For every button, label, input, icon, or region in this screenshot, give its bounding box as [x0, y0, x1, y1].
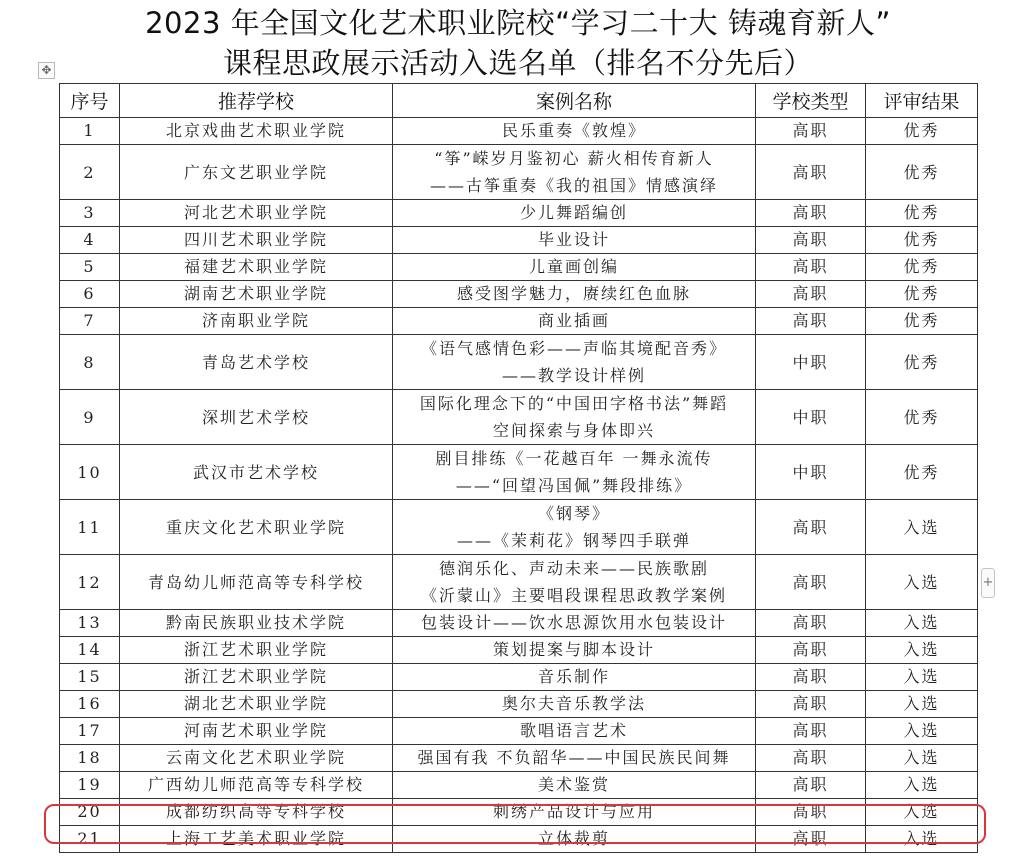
- case-line: 《钢琴》: [537, 504, 610, 523]
- table-row: [60, 118, 978, 145]
- cell-no: 5: [60, 254, 120, 281]
- cell-type: 中职: [756, 335, 866, 390]
- case-line: 强国有我 不负韶华——中国民族民间舞: [417, 748, 731, 767]
- cell-no: 18: [60, 745, 120, 772]
- case-line: 音乐制作: [537, 667, 610, 686]
- table-row: [60, 555, 978, 610]
- cell-type: 高职: [756, 200, 866, 227]
- table-row: [60, 445, 978, 500]
- cell-type: 高职: [756, 664, 866, 691]
- case-line: 剧目排练《一花越百年 一舞永流传: [435, 449, 713, 468]
- cell-type: 高职: [756, 227, 866, 254]
- document-title-line2: 课程思政展示活动入选名单（排名不分先后）: [222, 46, 813, 80]
- cell-school: 青岛幼儿师范高等专科学校: [120, 555, 393, 610]
- cell-school: 四川艺术职业学院: [120, 227, 393, 254]
- cell-type: 高职: [756, 610, 866, 637]
- cell-no: 21: [60, 826, 120, 853]
- cell-type: 中职: [756, 390, 866, 445]
- cell-result: 入选: [866, 664, 978, 691]
- cell-no: 10: [60, 445, 120, 500]
- case-line: 美术鉴赏: [537, 775, 610, 794]
- case-line: 民乐重奏《敦煌》: [501, 121, 646, 140]
- cell-school: 浙江艺术职业学院: [120, 664, 393, 691]
- table-row: [60, 145, 978, 200]
- cell-case: [393, 664, 756, 691]
- table-row: [60, 664, 978, 691]
- cell-result: 入选: [866, 772, 978, 799]
- case-line: 《沂蒙山》主要唱段课程思政教学案例: [420, 586, 727, 605]
- case-line: “筝”嵘岁月鉴初心 薪火相传育新人: [434, 149, 714, 168]
- cell-no: 1: [60, 118, 120, 145]
- cell-case: [393, 308, 756, 335]
- cell-result: 入选: [866, 555, 978, 610]
- table-row: [60, 826, 978, 853]
- case-line: 感受图学魅力，赓续红色血脉: [456, 284, 691, 303]
- cell-school: 成都纺织高等专科学校: [120, 799, 393, 826]
- cell-type: 高职: [756, 799, 866, 826]
- cell-type: 高职: [756, 826, 866, 853]
- header-no: 序号: [60, 84, 120, 118]
- cell-no: 4: [60, 227, 120, 254]
- cell-school: 福建艺术职业学院: [120, 254, 393, 281]
- case-line: 德润乐化、声动未来——民族歌剧: [438, 559, 709, 578]
- cell-school: 上海工艺美术职业学院: [120, 826, 393, 853]
- table-row: [60, 799, 978, 826]
- cell-school: 云南文化艺术职业学院: [120, 745, 393, 772]
- cell-school: 黔南民族职业技术学院: [120, 610, 393, 637]
- cell-school: 北京戏曲艺术职业学院: [120, 118, 393, 145]
- cell-no: 13: [60, 610, 120, 637]
- document-title-line1: 2023 年全国文化艺术职业院校“学习二十大 铸魂育新人”: [145, 6, 891, 40]
- cell-no: 20: [60, 799, 120, 826]
- table-row: [60, 610, 978, 637]
- table-row: [60, 254, 978, 281]
- table-row: [60, 200, 978, 227]
- cell-case: [393, 445, 756, 500]
- cell-case: [393, 772, 756, 799]
- cell-no: 19: [60, 772, 120, 799]
- cell-case: [393, 718, 756, 745]
- cell-type: 高职: [756, 691, 866, 718]
- cell-no: 9: [60, 390, 120, 445]
- cell-no: 6: [60, 281, 120, 308]
- cell-type: 高职: [756, 637, 866, 664]
- cell-school: 深圳艺术学校: [120, 390, 393, 445]
- cell-type: 高职: [756, 145, 866, 200]
- cell-result: 优秀: [866, 145, 978, 200]
- cell-type: 高职: [756, 308, 866, 335]
- cell-case: [393, 799, 756, 826]
- header-case: 案例名称: [393, 84, 756, 118]
- cell-no: 8: [60, 335, 120, 390]
- cell-case: [393, 745, 756, 772]
- cell-school: 河南艺术职业学院: [120, 718, 393, 745]
- move-cross-icon[interactable]: ✥: [38, 62, 55, 79]
- table-row: [60, 718, 978, 745]
- case-line: 刺绣产品设计与应用: [492, 802, 655, 821]
- cell-result: 入选: [866, 500, 978, 555]
- case-line: 立体裁剪: [537, 829, 610, 848]
- case-line: ——教学设计样例: [501, 366, 646, 385]
- cell-type: 高职: [756, 500, 866, 555]
- cell-result: 优秀: [866, 227, 978, 254]
- cell-type: 高职: [756, 118, 866, 145]
- header-type: 学校类型: [756, 84, 866, 118]
- case-line: 策划提案与脚本设计: [492, 640, 655, 659]
- cell-case: [393, 500, 756, 555]
- cell-type: 高职: [756, 281, 866, 308]
- cell-school: 河北艺术职业学院: [120, 200, 393, 227]
- cell-result: 优秀: [866, 308, 978, 335]
- cell-case: [393, 691, 756, 718]
- table-row: [60, 227, 978, 254]
- table-header-row: [60, 84, 978, 118]
- case-line: 少儿舞蹈编创: [519, 203, 628, 222]
- cell-case: [393, 200, 756, 227]
- header-result: 评审结果: [866, 84, 978, 118]
- cell-school: 广东文艺职业学院: [120, 145, 393, 200]
- cell-no: 14: [60, 637, 120, 664]
- cell-case: [393, 145, 756, 200]
- case-line: 儿童画创编: [528, 257, 619, 276]
- cell-result: 优秀: [866, 390, 978, 445]
- case-line: 商业插画: [537, 311, 610, 330]
- cell-school: 青岛艺术学校: [120, 335, 393, 390]
- case-line: ——《茉莉花》钢琴四手联弹: [456, 531, 691, 550]
- case-line: 歌唱语言艺术: [519, 721, 628, 740]
- case-line: 国际化理念下的“中国田字格书法”舞蹈: [419, 394, 729, 413]
- cell-school: 湖北艺术职业学院: [120, 691, 393, 718]
- cell-case: [393, 118, 756, 145]
- cell-result: 优秀: [866, 335, 978, 390]
- cell-result: 入选: [866, 745, 978, 772]
- cell-result: 优秀: [866, 254, 978, 281]
- cell-result: 优秀: [866, 445, 978, 500]
- table-row: [60, 335, 978, 390]
- cell-no: 7: [60, 308, 120, 335]
- cell-type: 高职: [756, 254, 866, 281]
- table-body: [60, 118, 978, 853]
- cell-case: [393, 826, 756, 853]
- case-line: 空间探索与身体即兴: [492, 421, 655, 440]
- table-row: [60, 308, 978, 335]
- table-row: [60, 390, 978, 445]
- cell-type: 中职: [756, 445, 866, 500]
- cell-school: 济南职业学院: [120, 308, 393, 335]
- table-row: [60, 637, 978, 664]
- case-line: ——古筝重奏《我的祖国》情感演绎: [429, 176, 718, 195]
- cell-case: [393, 335, 756, 390]
- case-line: 毕业设计: [537, 230, 610, 249]
- cell-school: 重庆文化艺术职业学院: [120, 500, 393, 555]
- cell-result: 入选: [866, 718, 978, 745]
- cell-no: 15: [60, 664, 120, 691]
- plus-icon[interactable]: +: [981, 568, 995, 598]
- header-school: 推荐学校: [120, 84, 393, 118]
- cell-no: 17: [60, 718, 120, 745]
- selection-list-table: [59, 83, 978, 853]
- table-row: [60, 745, 978, 772]
- cell-case: [393, 390, 756, 445]
- cell-type: 高职: [756, 745, 866, 772]
- cell-result: 入选: [866, 691, 978, 718]
- cell-result: 优秀: [866, 281, 978, 308]
- cell-type: 高职: [756, 718, 866, 745]
- cell-result: 入选: [866, 826, 978, 853]
- cell-result: 入选: [866, 799, 978, 826]
- cell-no: 11: [60, 500, 120, 555]
- case-line: 奥尔夫音乐教学法: [501, 694, 646, 713]
- table-row: [60, 772, 978, 799]
- table-row: [60, 281, 978, 308]
- cell-result: 入选: [866, 610, 978, 637]
- cell-no: 3: [60, 200, 120, 227]
- cell-no: 12: [60, 555, 120, 610]
- case-line: 《语气感情色彩——声临其境配音秀》: [420, 339, 727, 358]
- table-row: [60, 500, 978, 555]
- cell-school: 湖南艺术职业学院: [120, 281, 393, 308]
- cell-case: [393, 281, 756, 308]
- cell-case: [393, 227, 756, 254]
- cell-case: [393, 637, 756, 664]
- cell-result: 优秀: [866, 118, 978, 145]
- cell-type: 高职: [756, 555, 866, 610]
- cell-school: 广西幼儿师范高等专科学校: [120, 772, 393, 799]
- cell-case: [393, 555, 756, 610]
- case-line: 包装设计——饮水思源饮用水包装设计: [420, 613, 727, 632]
- cell-result: 入选: [866, 637, 978, 664]
- cell-school: 浙江艺术职业学院: [120, 637, 393, 664]
- cell-type: 高职: [756, 772, 866, 799]
- cell-case: [393, 610, 756, 637]
- case-line: ——“回望冯国佩”舞段排练》: [455, 476, 693, 495]
- cell-no: 2: [60, 145, 120, 200]
- cell-case: [393, 254, 756, 281]
- cell-no: 16: [60, 691, 120, 718]
- cell-school: 武汉市艺术学校: [120, 445, 393, 500]
- cell-result: 优秀: [866, 200, 978, 227]
- table-row: [60, 691, 978, 718]
